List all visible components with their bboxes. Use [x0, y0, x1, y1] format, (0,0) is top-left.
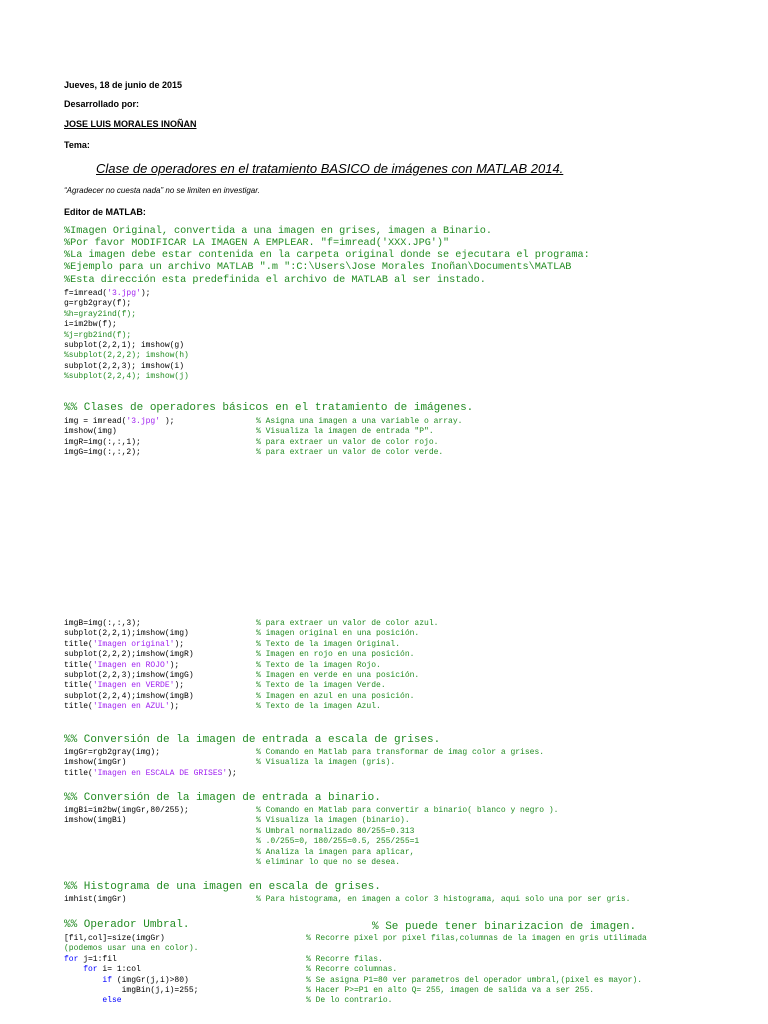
code-text: imgR=img(:,:,1); [64, 437, 141, 447]
code-line [64, 965, 398, 975]
inline-comment: % Texto de la imagen Original. [256, 639, 401, 649]
code-string: 'Imagen en AZUL' [92, 702, 170, 712]
inline-comment: % Umbral normalizado 80/255=0.313 [256, 826, 415, 836]
inline-comment: % para extraer un valor de color rojo. [256, 437, 439, 447]
code-text: imshow(imgGr) [64, 758, 127, 768]
code-comment: %h=gray2ind(f); [64, 309, 137, 319]
code-line [64, 857, 401, 868]
section-heading: %% Conversión de la imagen de entrada a escala de grises. [64, 734, 441, 746]
code-text: subplot(2,2,3);imshow(imgG) [64, 670, 194, 680]
code-keyword: if [102, 975, 113, 985]
code-block-grayscale [64, 748, 545, 779]
code-indent [64, 965, 83, 974]
section-heading: %% Operador Umbral. [64, 919, 190, 931]
code-text: imgB=img(:,:,3); [64, 619, 141, 628]
inline-comment: % Texto de la imagen Rojo. [256, 660, 381, 670]
code-comment: %j=rgb2ind(f); [64, 330, 132, 340]
code-indent [64, 996, 102, 1005]
code-text: i=im2bw(f); [64, 320, 117, 330]
code-text: title( [64, 660, 93, 670]
inline-comment: % Comando en Matlab para transformar de imag color a grises. [256, 748, 545, 757]
code-indent [64, 976, 102, 985]
code-line [64, 299, 189, 309]
inline-comment: % Visualiza la imagen (binario). [256, 816, 410, 826]
inline-comment: % Visualiza la imagen de entrada "P". [256, 427, 434, 437]
code-keyword: else [102, 996, 122, 1006]
inline-comment: % Comando en Matlab para convertir a binario( blanco y negro ). [256, 806, 559, 815]
code-text: title( [64, 639, 93, 649]
code-line [64, 372, 189, 382]
code-text: ); [227, 768, 237, 778]
code-keyword: for [83, 965, 98, 975]
inline-comment: % Texto de la imagen Azul. [256, 702, 381, 712]
code-text: imshow(img) [64, 427, 117, 437]
code-line [64, 975, 643, 986]
inline-comment: % Texto de la imagen Verde. [256, 681, 386, 691]
code-line [64, 895, 631, 905]
code-line [64, 351, 189, 361]
code-text: imgGr=rgb2gray(img); [64, 748, 161, 757]
inline-comment: % Visualiza la imagen (gris). [256, 758, 396, 768]
code-text: imgG=img(:,:,2); [64, 448, 141, 458]
code-text: subplot(2,2,1);imshow(img) [64, 629, 189, 639]
code-line [64, 748, 545, 758]
code-block-binary [64, 806, 559, 868]
code-text: (imgGr(j,i)>80) [112, 975, 189, 985]
code-text: ); [169, 702, 180, 712]
code-text: subplot(2,2,1); imshow(g) [64, 340, 185, 350]
code-text: subplot(2,2,4);imshow(imgB) [64, 691, 194, 701]
code-line [64, 650, 415, 660]
code-comment: %subplot(2,2,4); imshow(j) [64, 372, 189, 382]
code-comment: %subplot(2,2,2); imshow(h) [64, 351, 189, 361]
inline-comment: % Hacer P>=P1 en alto Q= 255, imagen de salida va a ser 255. [306, 985, 595, 995]
code-line [64, 320, 189, 330]
code-block-threshold [64, 934, 647, 1007]
document-title: Clase de operadores en el tratamiento BASICO de imágenes con MATLAB 2014. [96, 161, 564, 176]
section-heading: %% Conversión de la imagen de entrada a binario. [64, 792, 381, 804]
code-text: imgBin(j,i)=255; [102, 985, 199, 995]
code-string: '3.jpg' [126, 417, 161, 426]
code-text: imshow(imgBi) [64, 816, 127, 826]
code-text: ); [160, 417, 175, 426]
inline-comment: % .0/255=0, 180/255=0.5, 255/255=1 [256, 837, 420, 847]
code-line [64, 639, 401, 650]
topic-label: Tema: [64, 140, 90, 150]
developed-by-label: Desarrollado por: [64, 99, 140, 109]
code-line [64, 954, 383, 965]
code-line [64, 944, 198, 954]
inline-comment: % Asigna una imagen a una variable o array. [256, 417, 463, 426]
code-string: '3.jpg' [107, 289, 141, 298]
code-line [64, 331, 189, 341]
code-string: 'Imagen en ESCALA DE GRISES' [92, 768, 228, 778]
intro-comment: %Por favor MODIFICAR LA IMAGEN A EMPLEAR. "f=imread('XXX.JPG')" [64, 238, 450, 249]
code-line [64, 847, 415, 858]
code-line [64, 619, 439, 629]
code-keyword: for [64, 954, 79, 964]
code-text: ); [174, 681, 185, 691]
inline-comment: % para extraer un valor de color verde. [256, 448, 444, 458]
code-text: g=rgb2gray(f); [64, 299, 132, 309]
editor-label: Editor de MATLAB: [64, 207, 146, 217]
date-line: Jueves, 18 de junio de 2015 [64, 80, 183, 90]
code-text: imhist(imgGr) [64, 895, 127, 904]
quote-line: “Agradecer no cuesta nada” no se limiten en investigar. [64, 186, 260, 195]
intro-comment: %La imagen debe estar contenida en la carpeta original donde se ejecutara el programa: [64, 250, 590, 261]
code-text: i= 1:col [97, 965, 141, 975]
inline-comment: % Recorre filas. [306, 954, 383, 964]
code-text: ); [174, 639, 185, 649]
code-line [64, 826, 415, 837]
code-line [64, 996, 393, 1006]
inline-comment: % Para histograma, en imagen a color 3 histograma, aqui solo una por ser gris. [256, 895, 631, 904]
code-line [64, 629, 420, 639]
code-line [64, 816, 410, 826]
code-line [64, 362, 189, 372]
inline-comment: % Recorre pixel por pixel filas,columnas de la imagen en gris utilimada [306, 934, 647, 943]
intro-comment: %Esta dirección esta predefinida el archivo de MATLAB al ser instado. [64, 275, 486, 286]
code-line [64, 934, 647, 944]
inline-comment: % eliminar lo que no se desea. [256, 857, 401, 867]
code-text: ); [140, 289, 151, 298]
code-line [64, 769, 237, 779]
inline-comment: % Recorre columnas. [306, 965, 398, 975]
inline-comment: % imagen original en una posición. [256, 629, 420, 639]
code-text: title( [64, 702, 93, 712]
code-line [64, 670, 420, 681]
code-text: [fil,col]=size(imgGr) [64, 934, 165, 943]
code-text: subplot(2,2,3); imshow(i) [64, 361, 185, 371]
section-heading: %% Histograma de una imagen en escala de grises. [64, 881, 381, 893]
code-line [64, 448, 444, 458]
code-indent [64, 986, 102, 995]
inline-comment: % De lo contrario. [306, 996, 393, 1006]
code-line [64, 417, 463, 427]
intro-comment: %Imagen Original, convertida a una imagen en grises, imagen a Binario. [64, 226, 492, 237]
section-heading: %% Clases de operadores básicos en el tratamiento de imágenes. [64, 402, 474, 414]
code-line [64, 341, 189, 351]
code-line [64, 691, 415, 702]
inline-comment: % Analiza la imagen para aplicar, [256, 847, 415, 857]
code-line [64, 837, 420, 847]
code-line [64, 437, 439, 448]
code-block-load [64, 289, 189, 383]
code-text: subplot(2,2,2);imshow(imgR) [64, 650, 194, 660]
code-block-channels [64, 417, 463, 459]
intro-comment: %Ejemplo para un archivo MATLAB ".m ":C:\Users\Jose Morales Inoñan\Documents\MATLAB [64, 262, 572, 273]
code-line [64, 758, 396, 768]
code-comment: (podemos usar una en color). [64, 944, 199, 954]
code-line [64, 310, 189, 320]
inline-comment: % Imagen en azul en una posición. [256, 691, 415, 701]
inline-comment: % para extraer un valor de color azul. [256, 619, 439, 628]
code-text: ); [169, 660, 180, 670]
code-text: f=imread( [64, 289, 108, 298]
code-text: j=1:fil [78, 954, 117, 964]
code-block-subplots [64, 619, 439, 713]
code-string: 'Imagen en VERDE' [92, 681, 175, 691]
code-line [64, 289, 189, 299]
code-line [64, 427, 434, 437]
code-string: 'Imagen en ROJO' [92, 660, 170, 670]
code-line [64, 681, 386, 691]
code-text: imgBi=im2bw(imgGr,80/255); [64, 806, 189, 815]
code-line [64, 702, 381, 712]
inline-comment: % Se asigna P1=80 ver parametros del operador umbral,(pixel es mayor). [306, 975, 643, 985]
code-block-histogram [64, 895, 631, 905]
code-line [64, 985, 595, 996]
code-string: 'Imagen original' [92, 639, 175, 649]
code-text: title( [64, 768, 93, 778]
author-name: JOSE LUIS MORALES INOÑAN [64, 119, 197, 129]
section-comment: % Se puede tener binarizacion de imagen. [372, 921, 637, 933]
code-line [64, 660, 381, 671]
code-text: img = imread( [64, 417, 127, 426]
code-text: title( [64, 681, 93, 691]
inline-comment: % Imagen en rojo en una posición. [256, 650, 415, 660]
code-line [64, 806, 559, 816]
inline-comment: % Imagen en verde en una posición. [256, 670, 420, 680]
